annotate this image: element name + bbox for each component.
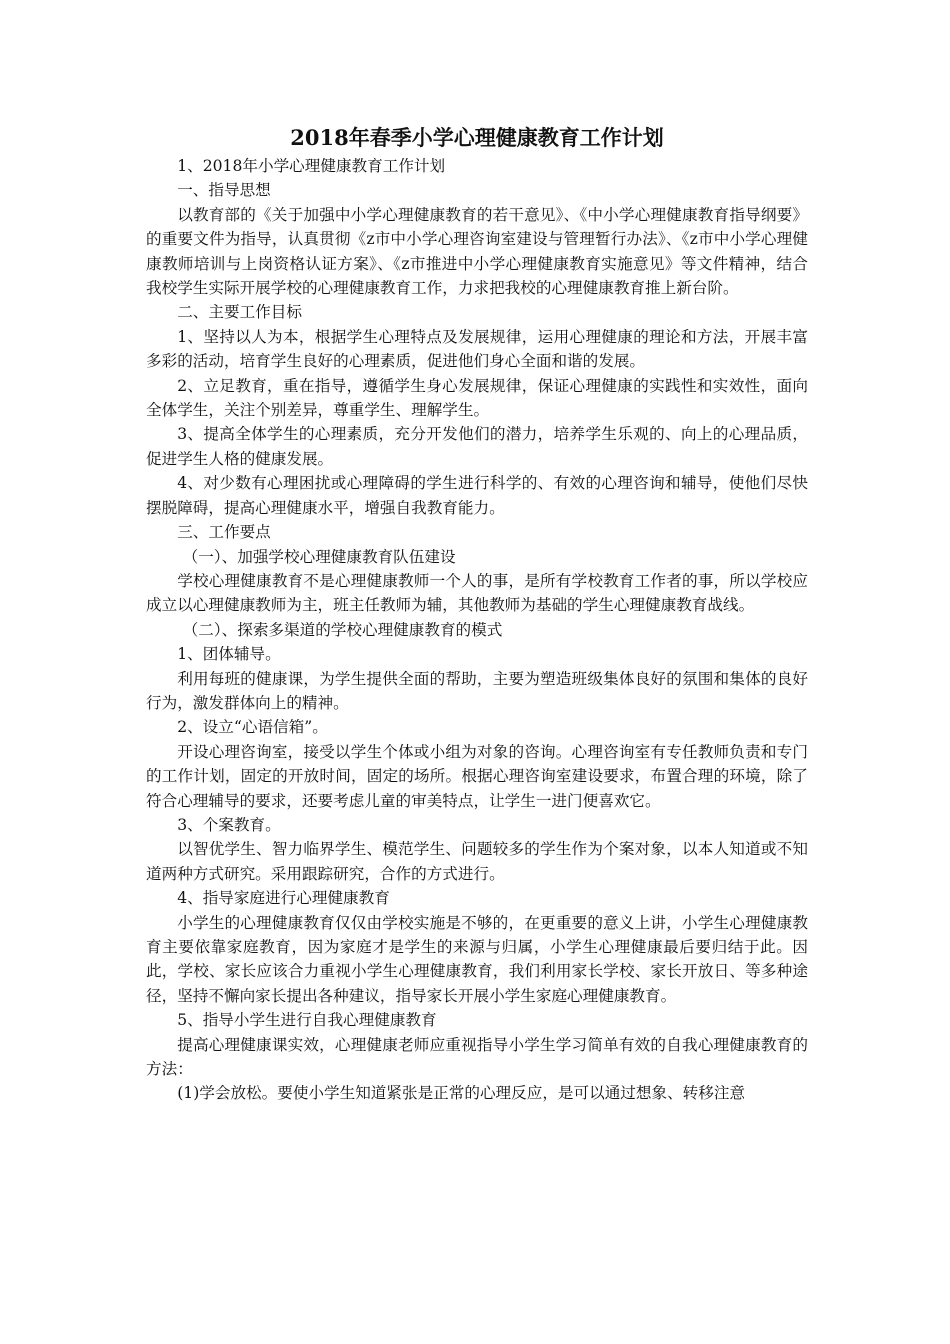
item-heading: 5、指导小学生进行自我心理健康教育 [177,1011,437,1030]
body-paragraph: 学校心理健康教育不是心理健康教师一个人的事，是所有学校教育工作者的事，所以学校应成立以心理健康教师为主，班主任教师为辅，其他教师为基础的学生心理健康教育战线。 [146,571,808,615]
section-heading: 二、主要工作目标 [177,303,302,322]
body-paragraph: 提高心理健康课实效，心理健康老师应重视指导小学生学习简单有效的自我心理健康教育的方法： [146,1035,808,1079]
item-heading: 2、设立“心语信箱”。 [177,718,328,737]
body-paragraph: 开设心理咨询室，接受以学生个体或小组为对象的咨询。心理咨询室有专任教师负责和专门的工作计划，固定的开放时间，固定的场所。根据心理咨询室建设要求，布置合理的环境，除了符合心理辅导的要求，还要考虑儿童的审美特点，让学生一进门便喜欢它。 [146,742,808,810]
body-paragraph: 1、坚持以人为本，根据学生心理特点及发展规律，运用心理健康的理论和方法，开展丰富多彩的活动，培育学生良好的心理素质，促进他们身心全面和谐的发展。 [146,327,808,371]
body-paragraph: 4、对少数有心理困扰或心理障碍的学生进行科学的、有效的心理咨询和辅导，使他们尽快摆脱障碍，提高心理健康水平，增强自我教育能力。 [146,474,808,517]
body-paragraph: 利用每班的健康课，为学生提供全面的帮助，主要为塑造班级集体良好的氛围和集体的良好行为，激发群体向上的精神。 [146,669,808,712]
document-title: 2018年春季小学心理健康教育工作计划 [290,125,664,150]
subsection-heading: （二）、探索多渠道的学校心理健康教育的模式 [182,620,503,639]
item-heading: 3、个案教育。 [177,815,281,834]
body-paragraph: (1)学会放松。要使小学生知道紧张是正常的心理反应，是可以通过想象、转移注意 [177,1084,746,1103]
section-heading: 一、指导思想 [177,181,271,200]
subsection-heading: （一）、加强学校心理健康教育队伍建设 [182,547,456,566]
item-heading: 1、团体辅导。 [177,645,281,664]
body-paragraph: 以智优学生、智力临界学生、模范学生、问题较多的学生作为个案对象，以本人知道或不知道两种方式研究。采用跟踪研究，合作的方式进行。 [146,840,808,883]
section-heading: 三、工作要点 [177,523,271,542]
body-paragraph: 3、提高全体学生的心理素质，充分开发他们的潜力，培养学生乐观的、向上的心理品质，促进学生人格的健康发展。 [146,425,808,468]
item-heading: 4、指导家庭进行心理健康教育 [177,889,390,908]
body-paragraph: 2、立足教育，重在指导，遵循学生身心发展规律，保证心理健康的实践性和实效性，面向全体学生，关注个别差异，尊重学生、理解学生。 [146,376,808,420]
section-heading: 1、2018年小学心理健康教育工作计划 [177,157,446,175]
document-page [146,124,808,1106]
body-paragraph: 以教育部的《关于加强中小学心理健康教育的若干意见》、《中小学心理健康教育指导纲要》的重要文件为指导，认真贯彻《z市中小学心理咨询室建设与管理暂行办法》、《z市中小学心理健康教师培训与上岗资格认证方案》、《z市推进中小学心理健康教育实施意见》等文件精神，结合我校学生实际开展学校的心理健康教育工作，力求把我校的心理健康教育推上新台阶。 [146,205,808,298]
body-paragraph: 小学生的心理健康教育仅仅由学校实施是不够的，在更重要的意义上讲，小学生心理健康教育主要依靠家庭教育，因为家庭才是学生的来源与归属，小学生心理健康最后要归结于此。因此，学校、家长应该合力重视小学生心理健康教育，我们利用家长学校、家长开放日、等多种途径，坚持不懈向家长提出各种建议，指导家长开展小学生家庭心理健康教育。 [146,913,808,1005]
